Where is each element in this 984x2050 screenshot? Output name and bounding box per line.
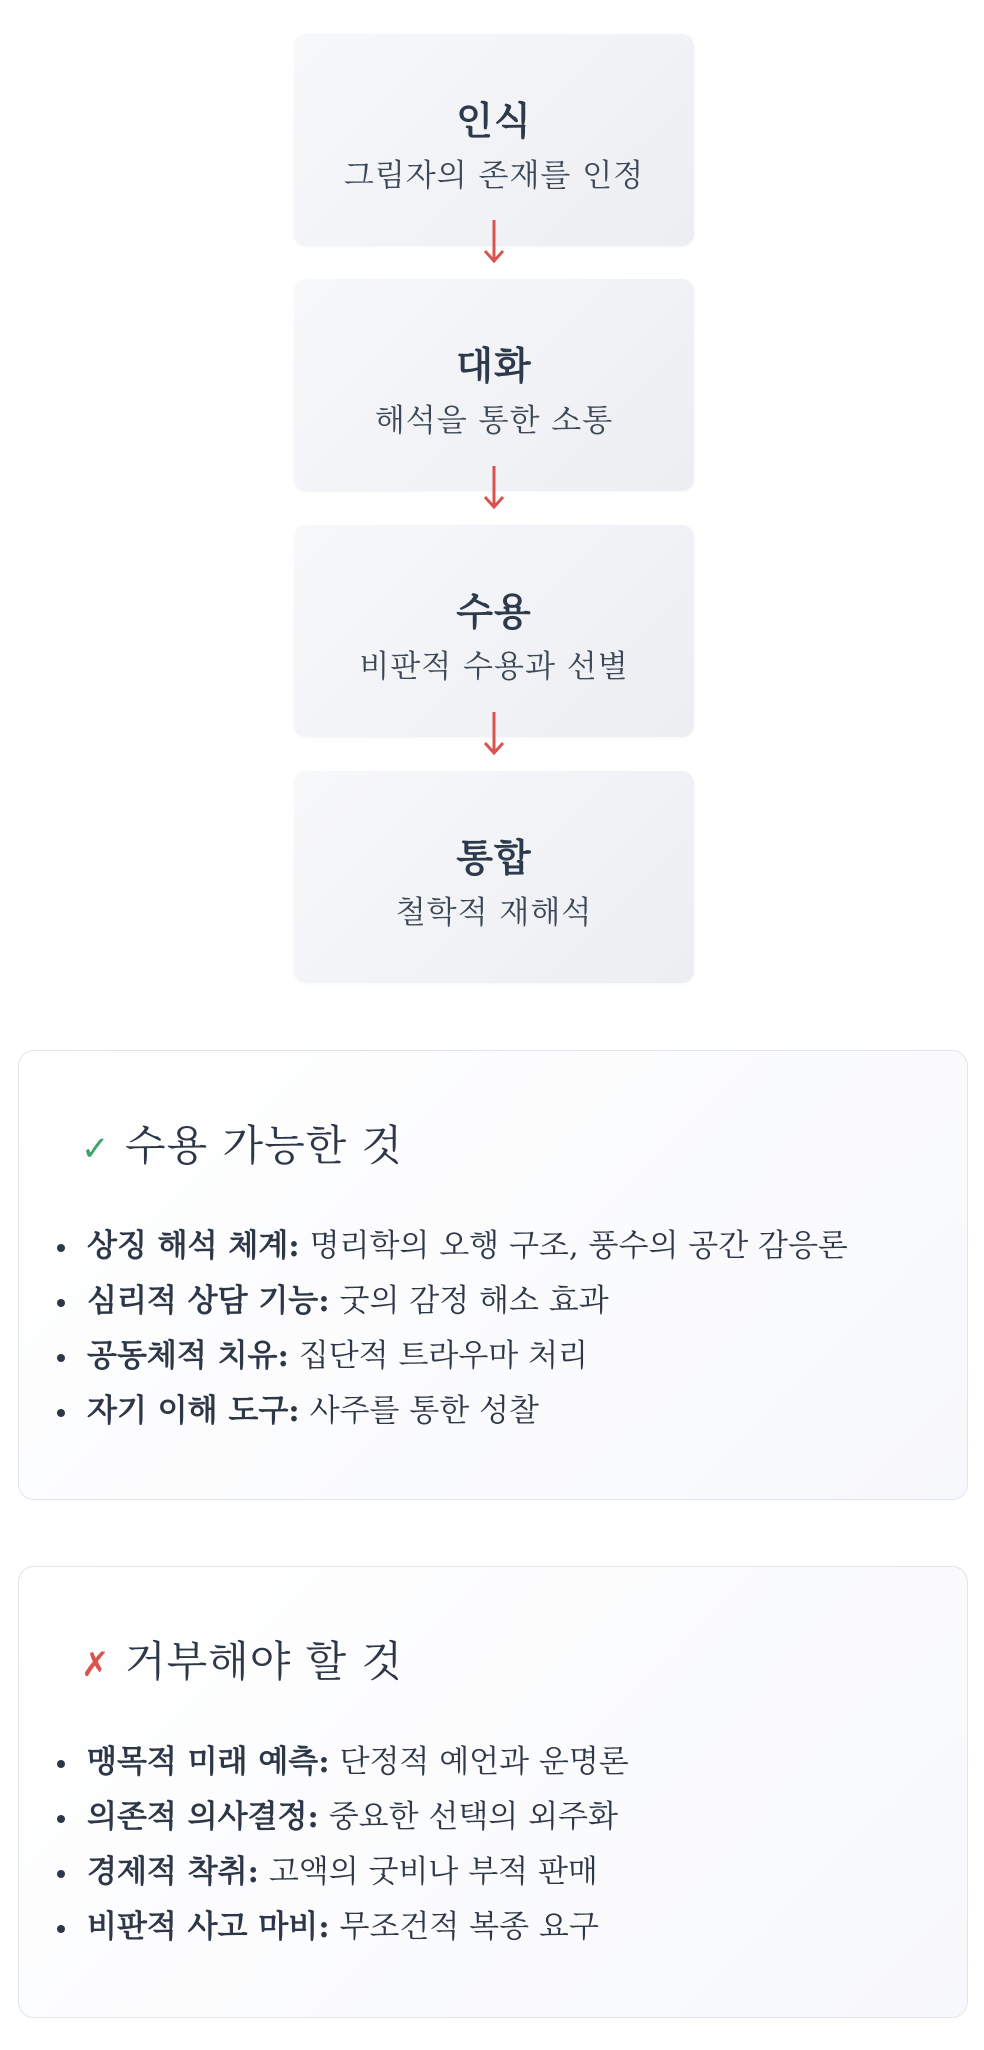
flow-step-title: 대화	[456, 343, 532, 388]
check-icon: ✓	[81, 1129, 110, 1169]
flow-step-recognition	[294, 34, 694, 246]
list-item: 경제적 착취: 고액의 굿비나 부적 판매	[57, 1845, 629, 1900]
reject-panel	[18, 1566, 968, 2018]
flow-step-subtitle: 비판적 수용과 선별	[359, 649, 629, 685]
acceptable-title: 수용 가능한 것	[125, 1121, 404, 1170]
list-item: 상징 해석 체계: 명리학의 오행 구조, 풍수의 공간 감응론	[57, 1219, 848, 1274]
reject-heading	[81, 1629, 403, 1689]
flow-step-subtitle: 그림자의 존재를 인정	[343, 158, 645, 194]
flow-step-subtitle: 해석을 통한 소통	[374, 403, 614, 439]
reject-list	[57, 1735, 629, 1955]
list-item: 의존적 의사결정: 중요한 선택의 외주화	[57, 1790, 629, 1845]
down-arrow-icon	[482, 710, 506, 756]
list-item: 자기 이해 도구: 사주를 통한 성찰	[57, 1384, 848, 1439]
down-arrow-icon	[482, 218, 506, 264]
acceptable-panel	[18, 1050, 968, 1500]
list-item: 비판적 사고 마비: 무조건적 복종 요구	[57, 1900, 629, 1955]
list-item: 심리적 상담 기능: 굿의 감정 해소 효과	[57, 1274, 848, 1329]
flow-step-title: 통합	[456, 835, 532, 880]
flow-step-dialogue	[294, 279, 694, 491]
reject-title: 거부해야 할 것	[125, 1637, 404, 1686]
down-arrow-icon	[482, 464, 506, 510]
flow-step-acceptance	[294, 525, 694, 737]
acceptable-list	[57, 1219, 848, 1439]
flow-step-integration	[294, 771, 694, 983]
flow-step-title: 수용	[456, 589, 532, 634]
flow-step-subtitle: 철학적 재해석	[395, 895, 593, 931]
cross-icon: ✗	[81, 1645, 110, 1685]
flow-step-title: 인식	[456, 98, 532, 143]
acceptable-heading	[81, 1113, 403, 1173]
list-item: 공동체적 치유: 집단적 트라우마 처리	[57, 1329, 848, 1384]
list-item: 맹목적 미래 예측: 단정적 예언과 운명론	[57, 1735, 629, 1790]
